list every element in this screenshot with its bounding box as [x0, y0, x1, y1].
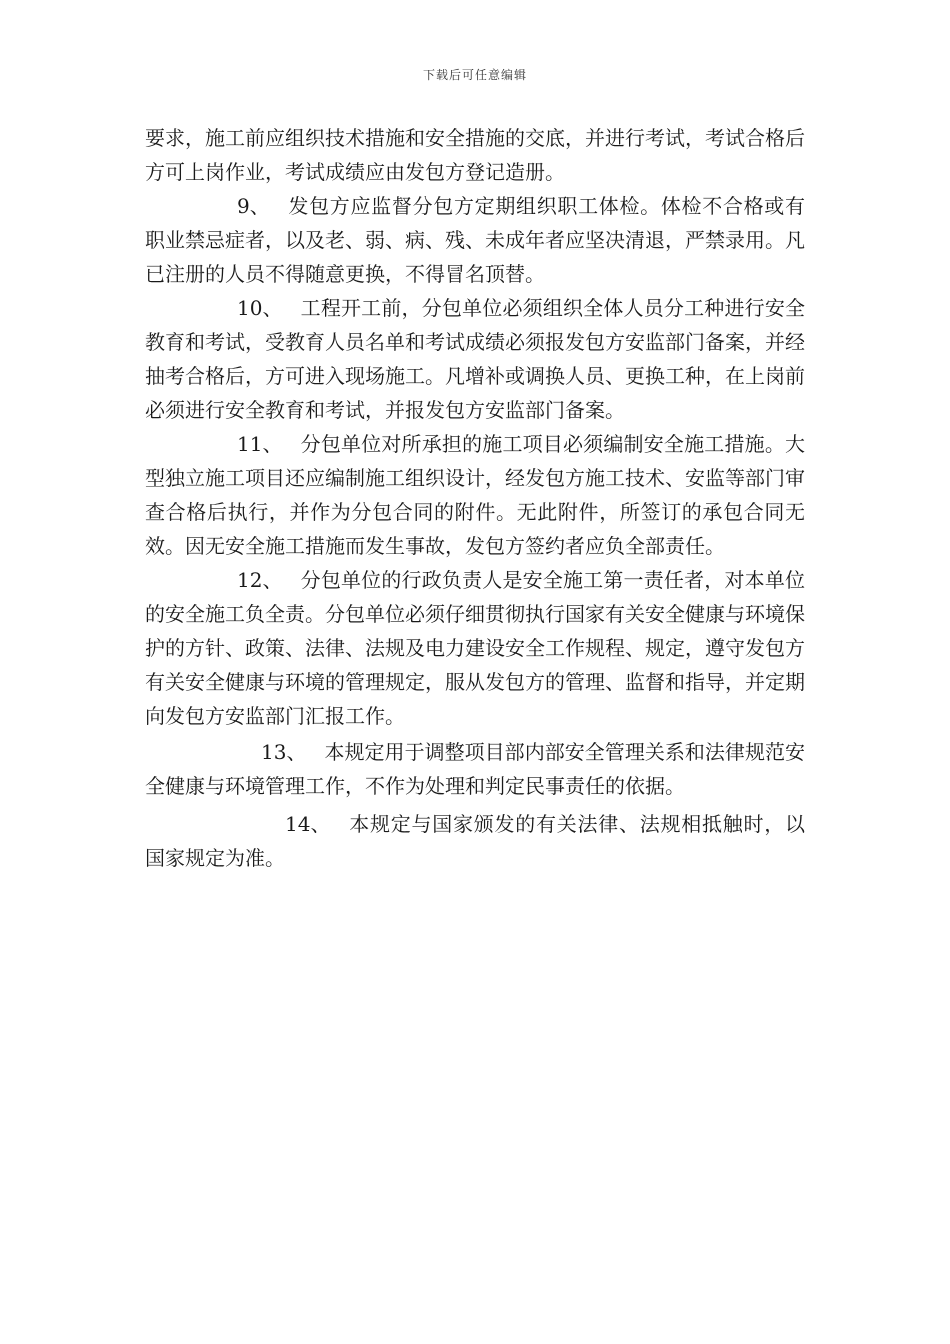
document-body: [145, 121, 805, 875]
paragraph-text: 本规定与国家颁发的有关法律、法规相抵触时，以国家规定为准。: [145, 812, 805, 870]
paragraph-continuation: [145, 121, 805, 189]
paragraph-item-9: [145, 189, 805, 291]
paragraph-text: 要求，施工前应组织技术措施和安全措施的交底，并进行考试，考试合格后方可上岗作业，考试成绩应由发包方登记造册。: [145, 126, 805, 184]
paragraph-text: 分包单位的行政负责人是安全施工第一责任者，对本单位的安全施工负全责。分包单位必须仔细贯彻执行国家有关安全健康与环境保护的方针、政策、法律、法规及电力建设安全工作规程、规定，遵守发包方有关安全健康与环境的管理规定，服从发包方的管理、监督和指导，并定期向发包方安监部门汇报工作。: [145, 568, 805, 728]
paragraph-item-12: [145, 563, 805, 733]
paragraph-text: 发包方应监督分包方定期组织职工体检。体检不合格或有职业禁忌症者，以及老、弱、病、残、未成年者应坚决清退，严禁录用。凡已注册的人员不得随意更换，不得冒名顶替。: [145, 194, 805, 286]
item-number: 10、: [237, 296, 283, 320]
paragraph-text: 工程开工前，分包单位必须组织全体人员分工种进行安全教育和考试，受教育人员名单和考试成绩必须报发包方安监部门备案，并经抽考合格后，方可进入现场施工。凡增补或调换人员、更换工种，在上岗前必须进行安全教育和考试，并报发包方安监部门备案。: [145, 296, 805, 422]
paragraph-item-14: [145, 807, 805, 875]
item-number: 12、: [237, 568, 283, 592]
paragraph-item-13: [145, 735, 805, 803]
paragraph-item-11: [145, 427, 805, 563]
paragraph-text: 分包单位对所承担的施工项目必须编制安全施工措施。大型独立施工项目还应编制施工组织设计，经发包方施工技术、安监等部门审查合格后执行，并作为分包合同的附件。无此附件，所签订的承包合同无效。因无安全施工措施而发生事故，发包方签约者应负全部责任。: [145, 432, 805, 558]
page-header: 下载后可任意编辑: [422, 68, 527, 82]
item-number: 14、: [285, 812, 331, 836]
paragraph-item-10: [145, 291, 805, 427]
item-number: 11、: [237, 432, 283, 456]
item-number: 13、: [261, 740, 307, 764]
item-number: 9、: [237, 194, 270, 218]
paragraph-text: 本规定用于调整项目部内部安全管理关系和法律规范安全健康与环境管理工作，不作为处理和判定民事责任的依据。: [145, 740, 805, 798]
